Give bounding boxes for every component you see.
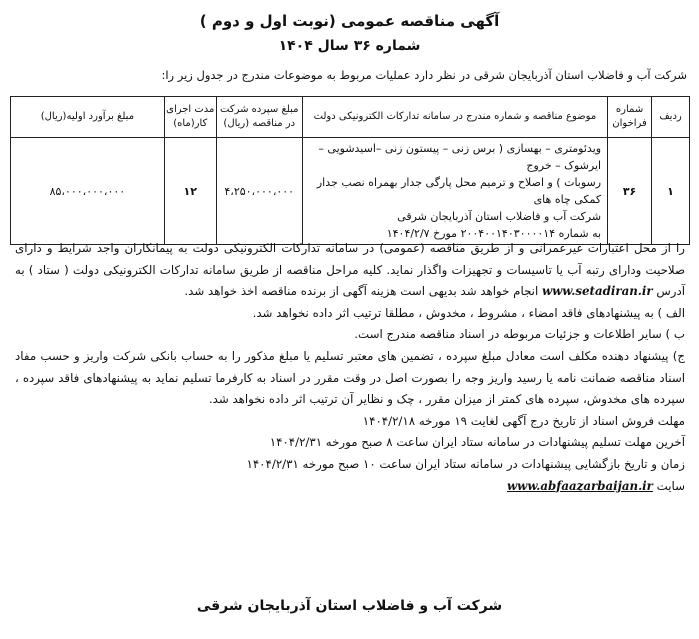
cell-call-no: ۳۶ (608, 138, 652, 245)
company-signature: شرکت آب و فاضلاب استان آذربایجان شرقی (196, 598, 503, 614)
header-estimate: مبلغ برآورد اولیه(ریال) (11, 97, 165, 138)
notice-title: آگهی مناقصه عمومی (نوبت اول و دوم ) (199, 12, 500, 30)
submission-deadline: آخرین مهلت تسلیم پیشنهادات در سامانه ستاد ایران ساعت ۸ صبح مورخه ۱۴۰۴/۲/۳۱ (269, 435, 685, 450)
header-row-no: ردیف (652, 97, 690, 138)
subject-line: به شماره ۲۰۰۴۰۰۱۴۰۳۰۰۰۰۱۴ مورخ ۱۴۰۴/۲/۷ (386, 227, 602, 240)
sale-deadline: مهلت فروش اسناد از تاریخ درج آگهی لغایت ۱۹ مورخه ۱۴۰۴/۲/۱۸ (362, 413, 685, 428)
website-label: سایت (656, 478, 685, 493)
header-call-no: شماره فراخوان (608, 97, 652, 138)
cell-deposit: ۴،۲۵۰،۰۰۰،۰۰۰ (216, 138, 302, 245)
cell-estimate: ۸۵،۰۰۰،۰۰۰،۰۰۰ (11, 138, 165, 245)
tender-table (10, 96, 690, 245)
condition-b: ب ) سایر اطلاعات و جزئیات مربوطه در اسناد مناقصه مندرج است. (354, 327, 685, 342)
notice-body (15, 238, 685, 497)
body-paragraph (15, 238, 685, 303)
header-subject: موضوع مناقصه و شماره مندرج در سامانه تدارکات الکترونیکی دولت (302, 97, 607, 138)
subject-line: شرکت آب و فاضلاب استان آذربایجان شرقی (397, 210, 602, 223)
notice-number: شماره ۳۶ سال ۱۴۰۴ (278, 38, 421, 54)
setad-link[interactable]: www.setadiran.ir (542, 284, 653, 299)
body-text: انجام خواهد شد بدیهی است هزینه آگهی از برنده مناقصه اخذ خواهد شد. (184, 284, 539, 299)
subject-line: ویدئومتری – بهسازی ( برس زنی – پیستون زنی –اسیدشویی –ایرشوک – خروج (318, 142, 602, 172)
subject-line: رسوبات ) و اصلاح و ترمیم محل پارگی جدار بهمراه نصب جدار کمکی چاه های (316, 176, 602, 206)
cell-subject (302, 138, 607, 245)
table-header-row (11, 97, 690, 138)
header-duration: مدت اجرای کار(ماه) (164, 97, 216, 138)
opening-date: زمان و تاریخ بازگشایی پیشنهادات در سامانه ستاد ایران ساعت ۱۰ صبح مورخه ۱۴۰۴/۲/۳۱ (246, 456, 685, 471)
header-deposit: مبلغ سپرده شرکت در مناقصه (ریال) (216, 97, 302, 138)
condition-a: الف ) به پیشنهادهای فاقد امضاء ، مشروط ، مخدوش ، مطلقا ترتیب اثر داده نخواهد شد. (252, 305, 685, 320)
body-text: را از محل اعتبارات غیرعمرانی و از طریق مناقصه (عمومی) در سامانه تدارکات الکترونیکی دولت به پیمانکاران واجد شرایط و دارای صلاحیت ودارای رتبه آب یا تاسیسات و تجهیزات واگذار نماید. کلیه مراحل مناقصه از طریق سامانه تدارکات الکترونیکی دولت ( ستاد ) به آدرس (15, 241, 685, 299)
cell-row-no: ۱ (652, 138, 690, 245)
cell-duration: ۱۲ (164, 138, 216, 245)
condition-c: ج) پیشنهاد دهنده مکلف است معادل مبلغ سپرده ، تضمین های معتبر تسلیم یا مبلغ مذکور را به حساب بانکی شرکت واریز و حسب مفاد اسناد مناقصه ضمانت نامه یا رسید واریز وجه را بصورت اصل در وقت مقرر در اسناد به کارفرما تسلیم نماید به پیشنهادهای فاقد سپرده ، سپرده های مخدوش، سپرده های کمتر از میزان مقرر ، چک و نظایر آن ترتیب اثر داده نخواهد شد. (15, 348, 685, 407)
table-row (11, 138, 690, 245)
website-line (15, 476, 685, 498)
website-link[interactable]: www.abfaazarbaijan.ir (507, 478, 653, 493)
intro-text: شرکت آب و فاضلاب استان آذربایجان شرقی در نظر دارد عملیات مربوط به موضوعات مندرج در جدول زیر را: (161, 68, 687, 82)
